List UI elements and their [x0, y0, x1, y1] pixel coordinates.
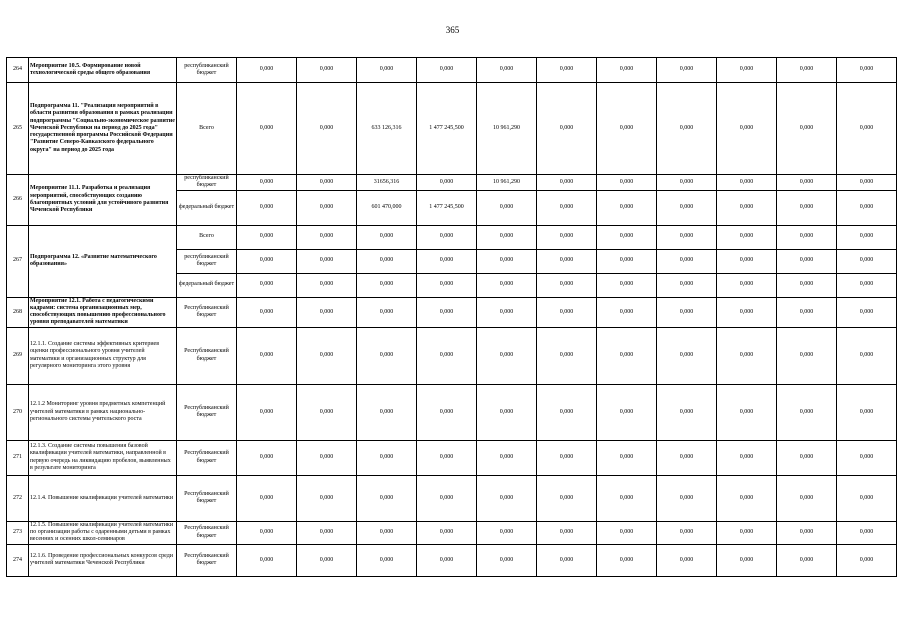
amount-cell: 0,000 — [657, 327, 717, 384]
amount-cell: 0,000 — [837, 190, 897, 225]
table-row — [7, 327, 897, 384]
amount-cell: 0,000 — [237, 544, 297, 576]
amount-cell: 0,000 — [597, 249, 657, 273]
amount-cell: 0,000 — [237, 475, 297, 521]
amount-cell: 0,000 — [777, 521, 837, 544]
amount-cell: 0,000 — [477, 327, 537, 384]
amount-cell: 0,000 — [297, 475, 357, 521]
funding-source: Республиканский бюджет — [177, 384, 237, 440]
amount-cell: 0,000 — [237, 273, 297, 297]
amount-cell: 0,000 — [717, 384, 777, 440]
amount-cell: 0,000 — [717, 175, 777, 191]
amount-cell: 1 477 245,500 — [417, 83, 477, 175]
row-number: 272 — [7, 475, 29, 521]
amount-cell: 0,000 — [477, 225, 537, 249]
funding-source: республиканский бюджет — [177, 249, 237, 273]
amount-cell: 0,000 — [297, 327, 357, 384]
amount-cell: 0,000 — [657, 175, 717, 191]
amount-cell: 0,000 — [777, 175, 837, 191]
amount-cell: 0,000 — [837, 384, 897, 440]
amount-cell: 0,000 — [537, 83, 597, 175]
amount-cell: 0,000 — [357, 521, 417, 544]
amount-cell: 0,000 — [477, 297, 537, 327]
amount-cell: 0,000 — [417, 249, 477, 273]
row-number: 267 — [7, 225, 29, 297]
funding-source: Республиканский бюджет — [177, 521, 237, 544]
amount-cell: 0,000 — [537, 297, 597, 327]
amount-cell: 0,000 — [597, 521, 657, 544]
amount-cell: 0,000 — [237, 384, 297, 440]
amount-cell: 0,000 — [537, 175, 597, 191]
amount-cell: 0,000 — [657, 297, 717, 327]
table-row — [7, 83, 897, 175]
amount-cell: 10 961,290 — [477, 83, 537, 175]
row-number: 268 — [7, 297, 29, 327]
amount-cell: 0,000 — [537, 273, 597, 297]
funding-source: Всего — [177, 83, 237, 175]
amount-cell: 0,000 — [837, 327, 897, 384]
amount-cell: 0,000 — [417, 273, 477, 297]
amount-cell: 0,000 — [357, 273, 417, 297]
amount-cell: 0,000 — [297, 521, 357, 544]
amount-cell: 0,000 — [357, 225, 417, 249]
amount-cell: 0,000 — [357, 297, 417, 327]
table-row — [7, 544, 897, 576]
amount-cell: 0,000 — [597, 190, 657, 225]
funding-source: Республиканский бюджет — [177, 544, 237, 576]
row-number: 266 — [7, 175, 29, 226]
amount-cell: 0,000 — [417, 225, 477, 249]
amount-cell: 0,000 — [297, 249, 357, 273]
amount-cell: 0,000 — [717, 297, 777, 327]
amount-cell: 0,000 — [477, 440, 537, 475]
table-row — [7, 175, 897, 191]
funding-source: федеральный бюджет — [177, 190, 237, 225]
amount-cell: 0,000 — [417, 58, 477, 83]
table-row — [7, 225, 897, 249]
amount-cell: 0,000 — [297, 225, 357, 249]
amount-cell: 0,000 — [477, 475, 537, 521]
row-title: Мероприятие 11.1. Разработка и реализация мероприятий, способствующих созданию благоприятных условий для устойчивого развития Чеченской Республики — [29, 175, 177, 226]
amount-cell: 0,000 — [417, 440, 477, 475]
page-number: 365 — [445, 25, 460, 35]
amount-cell: 0,000 — [657, 225, 717, 249]
amount-cell: 0,000 — [657, 440, 717, 475]
amount-cell: 0,000 — [717, 83, 777, 175]
funding-source: Республиканский бюджет — [177, 327, 237, 384]
row-title: 12.1.1. Создание системы эффективных критериев оценки профессионального уровня учителей математики и организационных структур для регулярного мониторинга этого уровня — [29, 327, 177, 384]
amount-cell: 0,000 — [237, 83, 297, 175]
amount-cell: 0,000 — [297, 440, 357, 475]
amount-cell: 0,000 — [417, 175, 477, 191]
amount-cell: 0,000 — [417, 521, 477, 544]
amount-cell: 0,000 — [777, 440, 837, 475]
funding-source: республиканский бюджет — [177, 175, 237, 191]
row-title: Мероприятие 10.5. Формирование новой технологической среды общего образования — [29, 58, 177, 83]
amount-cell: 0,000 — [777, 249, 837, 273]
row-number: 270 — [7, 384, 29, 440]
amount-cell: 0,000 — [777, 190, 837, 225]
amount-cell: 0,000 — [297, 175, 357, 191]
amount-cell: 0,000 — [357, 249, 417, 273]
amount-cell: 0,000 — [537, 225, 597, 249]
row-number: 274 — [7, 544, 29, 576]
funding-source: Республиканский бюджет — [177, 475, 237, 521]
amount-cell: 0,000 — [837, 440, 897, 475]
row-title: 12.1.6. Проведение профессиональных конкурсов среди учителей математики Чеченской Республики — [29, 544, 177, 576]
amount-cell: 0,000 — [237, 190, 297, 225]
amount-cell: 0,000 — [597, 273, 657, 297]
row-title: Подпрограмма 11. "Реализация мероприятий в области развития образования в рамках реализации подпрограммы "Социально-экономическое развитие Чеченской Республики на период до 2025 года" государственной программы Российской Федерации "Развитие Северо-Кавказского федерального округа" на период до 2025 года — [29, 83, 177, 175]
amount-cell: 0,000 — [657, 190, 717, 225]
amount-cell: 0,000 — [837, 83, 897, 175]
amount-cell: 0,000 — [657, 273, 717, 297]
amount-cell: 0,000 — [537, 58, 597, 83]
funding-source: федеральный бюджет — [177, 273, 237, 297]
amount-cell: 0,000 — [717, 273, 777, 297]
amount-cell: 0,000 — [837, 273, 897, 297]
amount-cell: 0,000 — [357, 475, 417, 521]
amount-cell: 0,000 — [717, 544, 777, 576]
amount-cell: 0,000 — [717, 521, 777, 544]
amount-cell: 0,000 — [597, 83, 657, 175]
funding-source: Республиканский бюджет — [177, 440, 237, 475]
amount-cell: 0,000 — [597, 175, 657, 191]
amount-cell: 0,000 — [717, 475, 777, 521]
row-number: 265 — [7, 83, 29, 175]
amount-cell: 0,000 — [357, 58, 417, 83]
amount-cell: 0,000 — [477, 58, 537, 83]
amount-cell: 0,000 — [657, 544, 717, 576]
table-row — [7, 475, 897, 521]
table-row — [7, 58, 897, 83]
amount-cell: 0,000 — [597, 544, 657, 576]
amount-cell: 0,000 — [477, 521, 537, 544]
row-title: 12.1.2 Мониторинг уровня предметных компетенций учителей математики в рамках национально-регионального системы учительского роста — [29, 384, 177, 440]
amount-cell: 0,000 — [237, 327, 297, 384]
amount-cell: 0,000 — [597, 327, 657, 384]
amount-cell: 0,000 — [297, 273, 357, 297]
row-title: Мероприятие 12.1. Работа с педагогическими кадрами: система организационных мер, способствующих повышению профессионального уровня преподавателей математики — [29, 297, 177, 327]
amount-cell: 601 470,000 — [357, 190, 417, 225]
amount-cell: 0,000 — [657, 521, 717, 544]
table-row — [7, 297, 897, 327]
amount-cell: 0,000 — [837, 475, 897, 521]
row-title: Подпрограмма 12. «Развитие математического образования» — [29, 225, 177, 297]
amount-cell: 0,000 — [777, 225, 837, 249]
amount-cell: 0,000 — [477, 249, 537, 273]
amount-cell: 0,000 — [657, 384, 717, 440]
amount-cell: 0,000 — [717, 327, 777, 384]
table-row — [7, 440, 897, 475]
amount-cell: 0,000 — [237, 297, 297, 327]
amount-cell: 0,000 — [417, 297, 477, 327]
table-row — [7, 521, 897, 544]
amount-cell: 0,000 — [297, 190, 357, 225]
amount-cell: 633 126,316 — [357, 83, 417, 175]
amount-cell: 0,000 — [297, 83, 357, 175]
amount-cell: 0,000 — [777, 384, 837, 440]
amount-cell: 0,000 — [837, 544, 897, 576]
amount-cell: 0,000 — [837, 249, 897, 273]
amount-cell: 0,000 — [657, 249, 717, 273]
amount-cell: 0,000 — [837, 175, 897, 191]
amount-cell: 0,000 — [237, 521, 297, 544]
amount-cell: 0,000 — [597, 475, 657, 521]
amount-cell: 0,000 — [357, 440, 417, 475]
amount-cell: 0,000 — [597, 384, 657, 440]
amount-cell: 0,000 — [417, 544, 477, 576]
amount-cell: 0,000 — [237, 58, 297, 83]
amount-cell: 0,000 — [477, 384, 537, 440]
amount-cell: 0,000 — [237, 175, 297, 191]
amount-cell: 0,000 — [657, 58, 717, 83]
amount-cell: 0,000 — [537, 521, 597, 544]
amount-cell: 0,000 — [657, 83, 717, 175]
amount-cell: 0,000 — [717, 440, 777, 475]
amount-cell: 0,000 — [537, 249, 597, 273]
amount-cell: 0,000 — [777, 544, 837, 576]
amount-cell: 0,000 — [777, 297, 837, 327]
amount-cell: 0,000 — [297, 297, 357, 327]
amount-cell: 0,000 — [537, 544, 597, 576]
amount-cell: 0,000 — [537, 190, 597, 225]
funding-source: Республиканский бюджет — [177, 297, 237, 327]
amount-cell: 0,000 — [837, 58, 897, 83]
funding-source: республиканский бюджет — [177, 58, 237, 83]
amount-cell: 0,000 — [717, 225, 777, 249]
amount-cell: 0,000 — [477, 273, 537, 297]
amount-cell: 0,000 — [597, 58, 657, 83]
amount-cell: 0,000 — [597, 297, 657, 327]
amount-cell: 0,000 — [237, 225, 297, 249]
amount-cell: 0,000 — [357, 544, 417, 576]
amount-cell: 0,000 — [537, 440, 597, 475]
amount-cell: 0,000 — [777, 58, 837, 83]
amount-cell: 0,000 — [417, 475, 477, 521]
amount-cell: 0,000 — [837, 225, 897, 249]
row-number: 273 — [7, 521, 29, 544]
table-row — [7, 384, 897, 440]
amount-cell: 0,000 — [777, 273, 837, 297]
amount-cell: 0,000 — [777, 475, 837, 521]
amount-cell: 0,000 — [837, 521, 897, 544]
row-title: 12.1.4. Повышение квалификации учителей математики — [29, 475, 177, 521]
amount-cell: 0,000 — [657, 475, 717, 521]
row-number: 269 — [7, 327, 29, 384]
amount-cell: 0,000 — [717, 190, 777, 225]
amount-cell: 0,000 — [297, 58, 357, 83]
amount-cell: 0,000 — [477, 190, 537, 225]
amount-cell: 0,000 — [357, 327, 417, 384]
amount-cell: 0,000 — [477, 544, 537, 576]
amount-cell: 0,000 — [357, 384, 417, 440]
amount-cell: 1 477 245,500 — [417, 190, 477, 225]
amount-cell: 0,000 — [777, 327, 837, 384]
amount-cell: 0,000 — [837, 297, 897, 327]
amount-cell: 0,000 — [537, 327, 597, 384]
amount-cell: 0,000 — [417, 327, 477, 384]
row-title: 12.1.5. Повышение квалификации учителей математики по организации работы с одаренными детьми в рамках весенних и осенних школ-семинаров — [29, 521, 177, 544]
funding-source: Всего — [177, 225, 237, 249]
amount-cell: 0,000 — [717, 58, 777, 83]
amount-cell: 0,000 — [297, 544, 357, 576]
amount-cell: 10 961,290 — [477, 175, 537, 191]
amount-cell: 0,000 — [597, 440, 657, 475]
amount-cell: 0,000 — [537, 384, 597, 440]
amount-cell: 0,000 — [297, 384, 357, 440]
amount-cell: 0,000 — [777, 83, 837, 175]
amount-cell: 0,000 — [237, 440, 297, 475]
amount-cell: 0,000 — [417, 384, 477, 440]
amount-cell: 0,000 — [717, 249, 777, 273]
budget-table — [6, 57, 897, 577]
amount-cell: 31656,316 — [357, 175, 417, 191]
row-title: 12.1.3. Создание системы повышения базовой квалификации учителей математики, направленной в первую очередь на ликвидацию пробелов, выявленных в результате мониторинга — [29, 440, 177, 475]
amount-cell: 0,000 — [537, 475, 597, 521]
amount-cell: 0,000 — [237, 249, 297, 273]
row-number: 271 — [7, 440, 29, 475]
row-number: 264 — [7, 58, 29, 83]
amount-cell: 0,000 — [597, 225, 657, 249]
